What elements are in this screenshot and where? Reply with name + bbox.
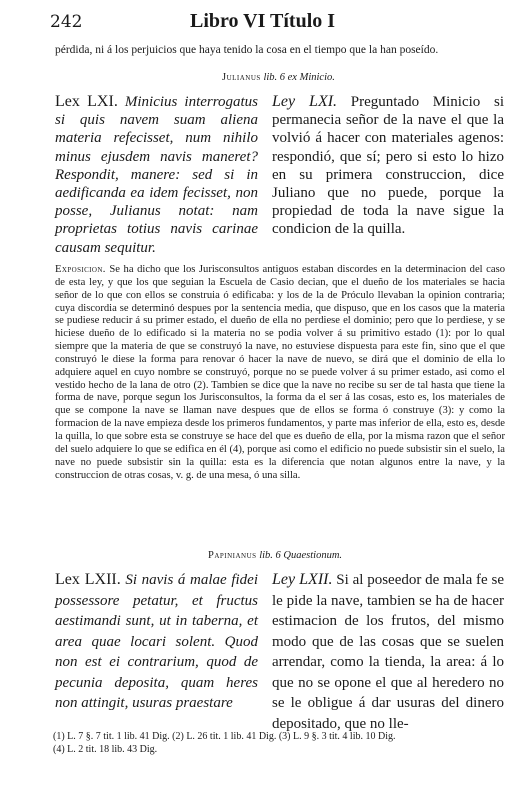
source-citation-julianus xyxy=(222,72,335,83)
source-work: lib. 6 Quaestionum. xyxy=(259,550,343,561)
lex-61-latin-label: Lex LXI. xyxy=(55,93,118,110)
continuation-paragraph: pérdida, ni á los perjuicios que haya tenido la cosa en el tiempo que la han poseído. xyxy=(55,44,439,56)
lex-62-spanish xyxy=(272,570,504,734)
footnote-line: (1) L. 7 §. 7 tit. 1 lib. 41 Dig. (2) L. 26 tit. 1 lib. 41 Dig. (3) L. 9 §. 3 tit. 4 lib. 10 Dig. xyxy=(53,731,396,742)
running-head: Libro VI Título I xyxy=(190,10,336,32)
lex-61-latin xyxy=(55,93,258,257)
source-work: lib. 6 ex Minicio. xyxy=(263,72,335,83)
lex-62-latin-text: Si navis á malae fidei possessore petatur, et fructus aestimandi sunt, ut in taberna, et area quae locari solent. Quod non est ei contrarium, quod de pecunia deposita, quam heres non attingit, usuras praestare xyxy=(55,572,258,711)
page-number: 242 xyxy=(50,12,83,32)
footnote-line: (4) L. 2 tit. 18 lib. 43 Dig. xyxy=(53,743,158,755)
lex-61-spanish xyxy=(272,93,504,239)
source-author: Papinianus xyxy=(208,550,257,561)
lex-61-latin-text: Minicius interrogatus si quis navem suam aliena materia refecisset, num nihilo minus ejusdem navis maneret? Respondit, manere: sed si in aedificanda ea idem fecisset, non posse, Julianus notat: nam proprietas totius navis carinae causam sequitur. xyxy=(55,94,259,256)
lex-62-spanish-text: Si al poseedor de mala fe se le pide la nave, tambien se ha de hacer estimacion de los frutos, del mismo modo que de las cosas que se suelen arrendar, como la tienda, la area: á lo que no se opone el que al heredero no se le obligue á dar usuras del dinero depositado, que no lle- xyxy=(272,572,504,732)
lex-61-spanish-text: Preguntado Minicio si permanecia señor de la nave el que la volvió á hacer con materiales agenos: respondió, que sí; pero si esto lo hizo en su primera construccion, dice Juliano que no puede, porque la propiedad de toda la nave sigue la condicion de la quilla. xyxy=(272,94,504,238)
lex-62-latin-label: Lex LXII. xyxy=(55,571,121,588)
exposicion-paragraph xyxy=(55,264,505,482)
lex-62-spanish-label: Ley LXII. xyxy=(272,571,333,588)
source-citation-papinianus xyxy=(208,550,342,561)
exposicion-heading: Exposicion. xyxy=(55,264,106,275)
lex-61-spanish-label: Ley LXI. xyxy=(272,93,338,110)
lex-62-latin xyxy=(55,570,258,714)
page-header xyxy=(50,10,508,34)
source-author: Julianus xyxy=(222,72,261,83)
exposicion-text: Se ha dicho que los Jurisconsultos antiguos estaban discordes en la determinacion del caso de esta ley, y que los que seguian la Escuela de Casio decian, que el dueño de los materiales se hacia señor de lo que con ellos se construia ó edificaba: y los de la de Próculo llevaban la opinion contraria; cuya discordia se determinó despues por la sentencia media, que dispuso, que en los casos que la materia se pudiese reducir á su primer estado, el dueño de ella no perdiese el dominio; pero que lo perdiese, y se hiciese dueño de lo edificado si la materia no se podia volver á su primitivo estado (1): por lo qual siempre que la materia de que se construyó la nave, no estuviese dispuesta para este fin, sino que el que construyó le diese la forma para renovar ó hacer la nave de nuevo, se dirá que el dominio de ella lo adquiere aquel en cuyo nombre se construyó, porque no se puede volver á su primer estado, asi como el vestido hecho de la lana de otro (2). Tambien se dice que la nave no recibe su ser de tal hasta que tiene la forma de nave, porque segun los Jurisconsultos, la forma da el ser á las cosas, esto es, los materiales de que se compone la nave se llaman nave despues que de ellos se forma ó construye (3): y como la formacion de la nave empieza desde los primeros fundamentos, y parte mas inferior de ella, esto es, desde la quilla, lo que sobre esta se construye se hace del que es dueño de ella, por la misma razon que el señor del suelo adquiere lo que se edifica en él (4), porque asi como el edificio no puede subsistir sin el suelo, la nave no puede subsistir sin la quilla: esta es la diferencia que notan algunos entre la nave, y la construccion de otras cosas, v. g. de una mesa, ó una silla. xyxy=(55,264,505,481)
footnotes xyxy=(53,731,508,756)
